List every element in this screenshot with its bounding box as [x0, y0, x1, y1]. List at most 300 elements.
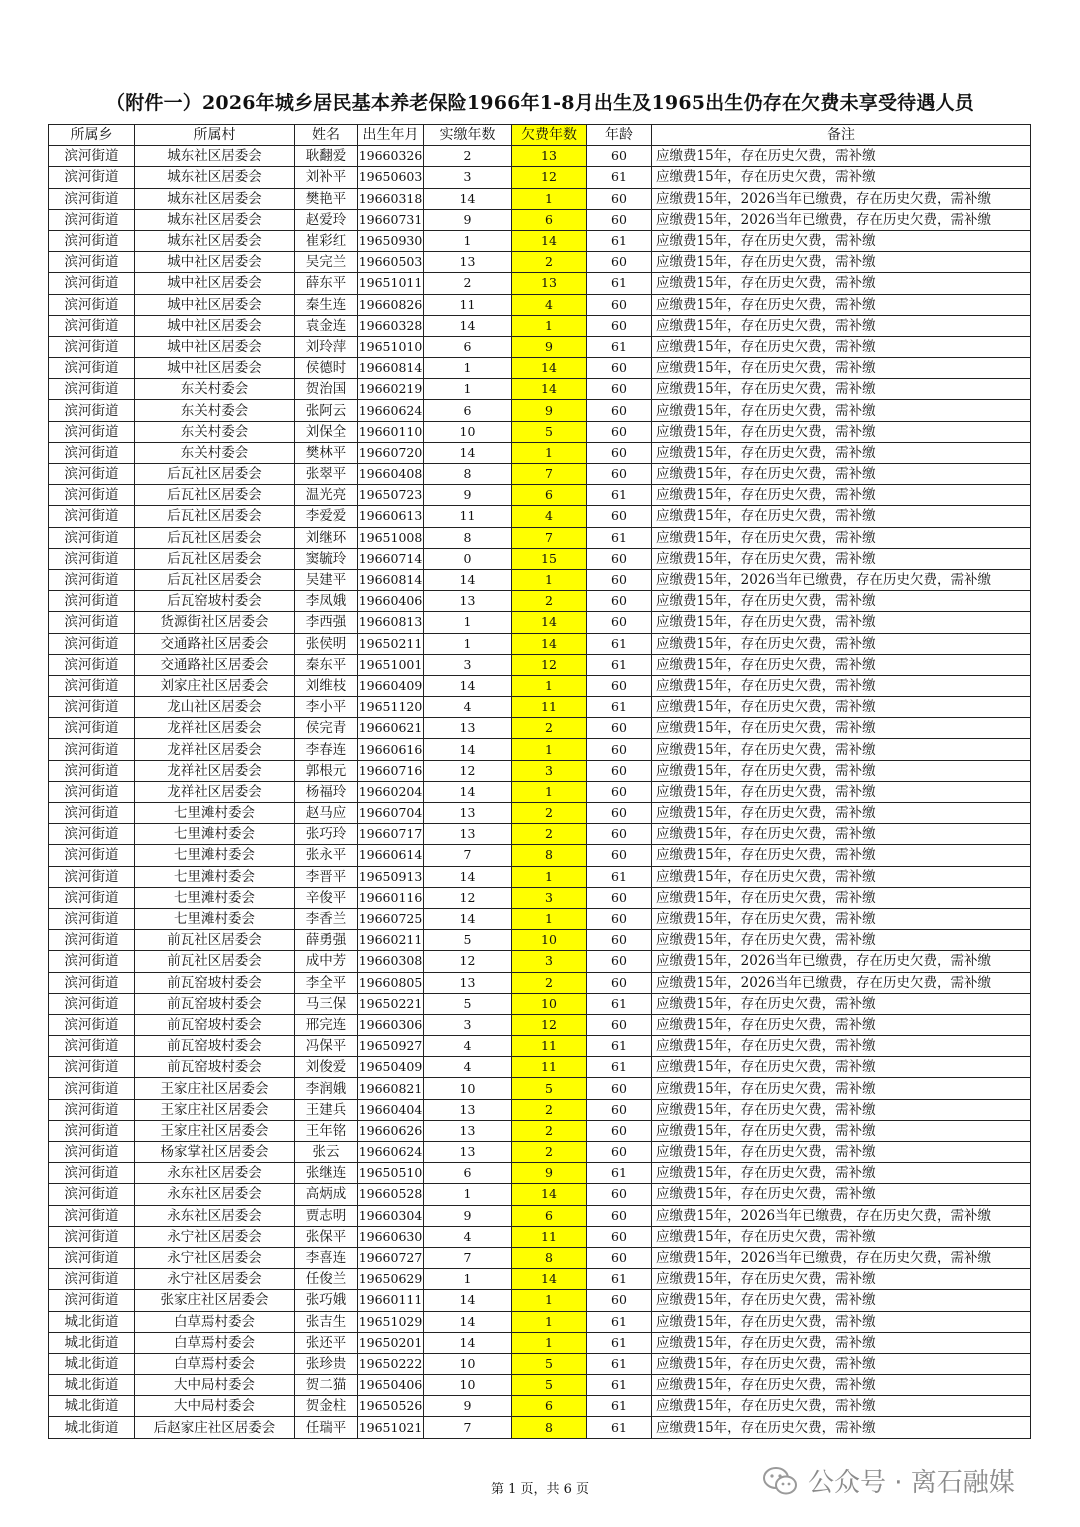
arrears-years-cell: 1: [512, 781, 587, 802]
village-cell: 白草焉村委会: [135, 1311, 295, 1332]
remarks-cell: 应缴费15年，存在历史欠费，需补缴: [652, 358, 1031, 379]
township-cell: 滨河街道: [49, 1036, 135, 1057]
arrears-years-cell: 6: [512, 485, 587, 506]
name-cell: 贺金柱: [295, 1396, 358, 1417]
age-cell: 60: [587, 548, 652, 569]
paid-years-cell: 13: [424, 824, 512, 845]
age-cell: 60: [587, 1099, 652, 1120]
village-cell: 东关村委会: [135, 400, 295, 421]
name-cell: 李爱爱: [295, 506, 358, 527]
table-row: [49, 485, 1031, 506]
table-row: [49, 951, 1031, 972]
arrears-years-cell: 6: [512, 1205, 587, 1226]
table-row: [49, 718, 1031, 739]
arrears-years-cell: 7: [512, 464, 587, 485]
village-cell: 前瓦窑坡村委会: [135, 1057, 295, 1078]
age-cell: 60: [587, 1226, 652, 1247]
paid-years-cell: 10: [424, 1353, 512, 1374]
paid-years-cell: 1: [424, 1269, 512, 1290]
name-cell: 张珍贵: [295, 1353, 358, 1374]
township-cell: 滨河街道: [49, 1290, 135, 1311]
village-cell: 七里滩村委会: [135, 908, 295, 929]
table-row: [49, 252, 1031, 273]
birth-date-cell: 19660727: [358, 1247, 424, 1268]
name-cell: 秦生连: [295, 294, 358, 315]
paid-years-cell: 4: [424, 1057, 512, 1078]
name-cell: 贾志明: [295, 1205, 358, 1226]
birth-date-cell: 19660304: [358, 1205, 424, 1226]
age-cell: 61: [587, 485, 652, 506]
table-row: [49, 1142, 1031, 1163]
paid-years-cell: 4: [424, 1036, 512, 1057]
remarks-cell: 应缴费15年，2026当年已缴费，存在历史欠费，需补缴: [652, 972, 1031, 993]
age-cell: 61: [587, 527, 652, 548]
arrears-years-cell: 12: [512, 167, 587, 188]
village-cell: 王家庄社区居委会: [135, 1078, 295, 1099]
age-cell: 60: [587, 760, 652, 781]
birth-date-cell: 19660821: [358, 1078, 424, 1099]
paid-years-cell: 1: [424, 1184, 512, 1205]
arrears-years-cell: 13: [512, 146, 587, 167]
village-cell: 城中社区居委会: [135, 315, 295, 336]
age-cell: 60: [587, 951, 652, 972]
paid-years-cell: 7: [424, 845, 512, 866]
village-cell: 城中社区居委会: [135, 273, 295, 294]
village-cell: 前瓦社区居委会: [135, 930, 295, 951]
arrears-years-cell: 11: [512, 1036, 587, 1057]
village-cell: 前瓦窑坡村委会: [135, 1014, 295, 1035]
table-row: [49, 1353, 1031, 1374]
township-cell: 滨河街道: [49, 230, 135, 251]
name-cell: 贺二猫: [295, 1375, 358, 1396]
township-cell: 滨河街道: [49, 591, 135, 612]
birth-date-cell: 19660308: [358, 951, 424, 972]
township-cell: 滨河街道: [49, 400, 135, 421]
name-cell: 刘玲萍: [295, 336, 358, 357]
name-cell: 樊林平: [295, 442, 358, 463]
arrears-years-cell: 7: [512, 527, 587, 548]
remarks-cell: 应缴费15年，存在历史欠费，需补缴: [652, 697, 1031, 718]
table-row: [49, 1205, 1031, 1226]
village-cell: 龙祥社区居委会: [135, 781, 295, 802]
remarks-cell: 应缴费15年，存在历史欠费，需补缴: [652, 930, 1031, 951]
village-cell: 白草焉村委会: [135, 1353, 295, 1374]
remarks-cell: 应缴费15年，存在历史欠费，需补缴: [652, 718, 1031, 739]
data-table: [48, 124, 1031, 1439]
township-cell: 滨河街道: [49, 421, 135, 442]
name-cell: 侯德时: [295, 358, 358, 379]
birth-date-cell: 19651029: [358, 1311, 424, 1332]
age-cell: 61: [587, 273, 652, 294]
village-header: 所属村: [135, 125, 295, 146]
arrears-years-cell: 13: [512, 273, 587, 294]
remarks-cell: 应缴费15年，存在历史欠费，需补缴: [652, 1226, 1031, 1247]
arrears-years-cell: 1: [512, 188, 587, 209]
township-cell: 滨河街道: [49, 1247, 135, 1268]
remarks-cell: 应缴费15年，存在历史欠费，需补缴: [652, 1036, 1031, 1057]
table-row: [49, 993, 1031, 1014]
age-cell: 60: [587, 1014, 652, 1035]
township-cell: 城北街道: [49, 1332, 135, 1353]
arrears-years-cell: 15: [512, 548, 587, 569]
birth-date-cell: 19650221: [358, 993, 424, 1014]
name-cell: 辛俊平: [295, 887, 358, 908]
birth-date-cell: 19660805: [358, 972, 424, 993]
remarks-cell: 应缴费15年，2026当年已缴费，存在历史欠费，需补缴: [652, 1205, 1031, 1226]
village-cell: 王家庄社区居委会: [135, 1099, 295, 1120]
table-row: [49, 400, 1031, 421]
remarks-cell: 应缴费15年，存在历史欠费，需补缴: [652, 675, 1031, 696]
table-row: [49, 675, 1031, 696]
remarks-cell: 应缴费15年，存在历史欠费，需补缴: [652, 1057, 1031, 1078]
arrears-years-cell: 11: [512, 1057, 587, 1078]
remarks-cell: 应缴费15年，存在历史欠费，需补缴: [652, 824, 1031, 845]
table-row: [49, 760, 1031, 781]
birth-date-cell: 19660621: [358, 718, 424, 739]
table-row: [49, 612, 1031, 633]
township-cell: 城北街道: [49, 1311, 135, 1332]
table-row: [49, 506, 1031, 527]
age-cell: 60: [587, 845, 652, 866]
name-cell: 秦东平: [295, 654, 358, 675]
table-row: [49, 1226, 1031, 1247]
table-row: [49, 146, 1031, 167]
name-cell: 窦毓玲: [295, 548, 358, 569]
village-cell: 后瓦社区居委会: [135, 527, 295, 548]
village-cell: 永东社区居委会: [135, 1205, 295, 1226]
paid-years-cell: 1: [424, 633, 512, 654]
village-cell: 白草焉村委会: [135, 1332, 295, 1353]
village-cell: 东关村委会: [135, 379, 295, 400]
township-cell: 滨河街道: [49, 675, 135, 696]
township-cell: 滨河街道: [49, 993, 135, 1014]
remarks-cell: 应缴费15年，2026当年已缴费，存在历史欠费，需补缴: [652, 188, 1031, 209]
arrears-years-cell: 1: [512, 675, 587, 696]
paid-years-cell: 0: [424, 548, 512, 569]
age-cell: 61: [587, 1057, 652, 1078]
village-cell: 后瓦社区居委会: [135, 485, 295, 506]
village-cell: 永宁社区居委会: [135, 1247, 295, 1268]
name-cell: 张翠平: [295, 464, 358, 485]
remarks-cell: 应缴费15年，存在历史欠费，需补缴: [652, 485, 1031, 506]
birth-date-cell: 19660111: [358, 1290, 424, 1311]
remarks-header: 备注: [652, 125, 1031, 146]
township-cell: 滨河街道: [49, 866, 135, 887]
township-cell: 滨河街道: [49, 527, 135, 548]
age-cell: 60: [587, 908, 652, 929]
township-cell: 城北街道: [49, 1375, 135, 1396]
village-cell: 七里滩村委会: [135, 887, 295, 908]
age-cell: 60: [587, 1120, 652, 1141]
township-cell: 滨河街道: [49, 1099, 135, 1120]
table-row: [49, 803, 1031, 824]
remarks-cell: 应缴费15年，存在历史欠费，需补缴: [652, 421, 1031, 442]
age-cell: 60: [587, 612, 652, 633]
village-cell: 城东社区居委会: [135, 230, 295, 251]
township-cell: 滨河街道: [49, 464, 135, 485]
wechat-icon: [762, 1466, 798, 1496]
village-cell: 王家庄社区居委会: [135, 1120, 295, 1141]
table-row: [49, 633, 1031, 654]
birth-date-cell: 19651010: [358, 336, 424, 357]
paid-years-cell: 4: [424, 697, 512, 718]
name-cell: 任俊兰: [295, 1269, 358, 1290]
age-cell: 60: [587, 1247, 652, 1268]
village-cell: 东关村委会: [135, 442, 295, 463]
table-row: [49, 1184, 1031, 1205]
remarks-cell: 应缴费15年，存在历史欠费，需补缴: [652, 294, 1031, 315]
birth-date-cell: 19660624: [358, 400, 424, 421]
village-cell: 城中社区居委会: [135, 252, 295, 273]
birth-date-cell: 19651008: [358, 527, 424, 548]
paid-years-cell: 1: [424, 358, 512, 379]
township-cell: 滨河街道: [49, 908, 135, 929]
table-row: [49, 1396, 1031, 1417]
paid-years-cell: 13: [424, 972, 512, 993]
remarks-cell: 应缴费15年，存在历史欠费，需补缴: [652, 1014, 1031, 1035]
township-cell: 滨河街道: [49, 1120, 135, 1141]
arrears-years-cell: 2: [512, 803, 587, 824]
table-row: [49, 908, 1031, 929]
village-cell: 交通路社区居委会: [135, 654, 295, 675]
birth-date-cell: 19660630: [358, 1226, 424, 1247]
township-cell: 滨河街道: [49, 146, 135, 167]
paid-years-cell: 13: [424, 1120, 512, 1141]
age-header: 年龄: [587, 125, 652, 146]
table-row: [49, 972, 1031, 993]
table-row: [49, 548, 1031, 569]
paid-years-cell: 13: [424, 1142, 512, 1163]
township-cell: 滨河街道: [49, 273, 135, 294]
age-cell: 60: [587, 315, 652, 336]
village-cell: 杨家掌社区居委会: [135, 1142, 295, 1163]
name-cell: 薛东平: [295, 273, 358, 294]
paid-years-cell: 14: [424, 1311, 512, 1332]
paid-years-cell: 13: [424, 718, 512, 739]
arrears-years-cell: 5: [512, 1078, 587, 1099]
paid-years-cell: 13: [424, 252, 512, 273]
paid-years-cell: 6: [424, 400, 512, 421]
name-cell: 张侯明: [295, 633, 358, 654]
name-cell: 张永平: [295, 845, 358, 866]
table-row: [49, 1163, 1031, 1184]
paid-years-cell: 9: [424, 1396, 512, 1417]
table-row: [49, 209, 1031, 230]
age-cell: 61: [587, 1311, 652, 1332]
age-cell: 60: [587, 1142, 652, 1163]
paid-years-cell: 5: [424, 993, 512, 1014]
paid-years-cell: 4: [424, 1226, 512, 1247]
arrears-years-cell: 3: [512, 887, 587, 908]
remarks-cell: 应缴费15年，存在历史欠费，需补缴: [652, 739, 1031, 760]
birth-date-cell: 19660616: [358, 739, 424, 760]
name-cell: 李春连: [295, 739, 358, 760]
name-cell: 张保平: [295, 1226, 358, 1247]
age-cell: 60: [587, 400, 652, 421]
remarks-cell: 应缴费15年，存在历史欠费，需补缴: [652, 1120, 1031, 1141]
arrears-years-cell: 9: [512, 400, 587, 421]
remarks-cell: 应缴费15年，存在历史欠费，需补缴: [652, 1417, 1031, 1438]
village-cell: 龙祥社区居委会: [135, 760, 295, 781]
township-cell: 滨河街道: [49, 442, 135, 463]
village-cell: 永宁社区居委会: [135, 1269, 295, 1290]
remarks-cell: 应缴费15年，存在历史欠费，需补缴: [652, 1269, 1031, 1290]
township-cell: 滨河街道: [49, 739, 135, 760]
township-cell: 城北街道: [49, 1353, 135, 1374]
township-cell: 滨河街道: [49, 930, 135, 951]
birth-date-cell: 19660624: [358, 1142, 424, 1163]
arrears-years-cell: 1: [512, 908, 587, 929]
birth-date-header: 出生年月: [358, 125, 424, 146]
table-row: [49, 1417, 1031, 1438]
birth-date-cell: 19660328: [358, 315, 424, 336]
page-title: （附件一）2026年城乡居民基本养老保险1966年1-8月出生及1965出生仍存在欠费未享受待遇人员: [106, 92, 974, 114]
township-cell: 滨河街道: [49, 1226, 135, 1247]
age-cell: 60: [587, 146, 652, 167]
arrears-years-cell: 2: [512, 1142, 587, 1163]
birth-date-cell: 19660626: [358, 1120, 424, 1141]
name-cell: 王年铭: [295, 1120, 358, 1141]
table-row: [49, 421, 1031, 442]
arrears-years-header: 欠费年数: [512, 125, 587, 146]
village-cell: 大中局村委会: [135, 1396, 295, 1417]
arrears-years-cell: 10: [512, 930, 587, 951]
age-cell: 61: [587, 993, 652, 1014]
arrears-years-cell: 14: [512, 612, 587, 633]
name-cell: 李凤娥: [295, 591, 358, 612]
township-cell: 滨河街道: [49, 315, 135, 336]
township-cell: 滨河街道: [49, 167, 135, 188]
remarks-cell: 应缴费15年，存在历史欠费，需补缴: [652, 1290, 1031, 1311]
paid-years-cell: 12: [424, 887, 512, 908]
birth-date-cell: 19660306: [358, 1014, 424, 1035]
age-cell: 60: [587, 781, 652, 802]
arrears-years-cell: 6: [512, 1396, 587, 1417]
arrears-years-cell: 14: [512, 1269, 587, 1290]
paid-years-cell: 10: [424, 1375, 512, 1396]
birth-date-cell: 19660406: [358, 591, 424, 612]
birth-date-cell: 19650211: [358, 633, 424, 654]
table-row: [49, 781, 1031, 802]
paid-years-cell: 14: [424, 569, 512, 590]
age-cell: 60: [587, 591, 652, 612]
township-cell: 滨河街道: [49, 252, 135, 273]
table-row: [49, 1036, 1031, 1057]
birth-date-cell: 19660326: [358, 146, 424, 167]
name-cell: 张还平: [295, 1332, 358, 1353]
remarks-cell: 应缴费15年，存在历史欠费，需补缴: [652, 273, 1031, 294]
table-row: [49, 591, 1031, 612]
age-cell: 60: [587, 252, 652, 273]
remarks-cell: 应缴费15年，存在历史欠费，需补缴: [652, 379, 1031, 400]
age-cell: 60: [587, 294, 652, 315]
table-row: [49, 442, 1031, 463]
age-cell: 61: [587, 336, 652, 357]
name-cell: 张巧玲: [295, 824, 358, 845]
township-cell: 滨河街道: [49, 612, 135, 633]
age-cell: 61: [587, 1417, 652, 1438]
age-cell: 60: [587, 824, 652, 845]
arrears-years-cell: 2: [512, 1120, 587, 1141]
paid-years-cell: 14: [424, 442, 512, 463]
paid-years-cell: 12: [424, 760, 512, 781]
age-cell: 60: [587, 1290, 652, 1311]
birth-date-cell: 19651001: [358, 654, 424, 675]
paid-years-cell: 12: [424, 951, 512, 972]
table-row: [49, 294, 1031, 315]
name-cell: 冯保平: [295, 1036, 358, 1057]
remarks-cell: 应缴费15年，存在历史欠费，需补缴: [652, 1311, 1031, 1332]
paid-years-cell: 3: [424, 654, 512, 675]
remarks-cell: 应缴费15年，存在历史欠费，需补缴: [652, 781, 1031, 802]
table-row: [49, 1014, 1031, 1035]
paid-years-cell: 3: [424, 1014, 512, 1035]
remarks-cell: 应缴费15年，存在历史欠费，需补缴: [652, 527, 1031, 548]
village-cell: 七里滩村委会: [135, 803, 295, 824]
table-row: [49, 379, 1031, 400]
village-cell: 七里滩村委会: [135, 866, 295, 887]
birth-date-cell: 19660318: [358, 188, 424, 209]
township-cell: 滨河街道: [49, 951, 135, 972]
arrears-years-cell: 11: [512, 1226, 587, 1247]
township-cell: 滨河街道: [49, 1078, 135, 1099]
table-row: [49, 1269, 1031, 1290]
arrears-years-cell: 1: [512, 569, 587, 590]
birth-date-cell: 19660116: [358, 887, 424, 908]
township-cell: 滨河街道: [49, 781, 135, 802]
paid-years-cell: 8: [424, 464, 512, 485]
name-cell: 张继连: [295, 1163, 358, 1184]
village-cell: 城中社区居委会: [135, 358, 295, 379]
village-cell: 七里滩村委会: [135, 824, 295, 845]
arrears-years-cell: 3: [512, 951, 587, 972]
birth-date-cell: 19650913: [358, 866, 424, 887]
age-cell: 61: [587, 654, 652, 675]
table-row: [49, 230, 1031, 251]
paid-years-cell: 14: [424, 1332, 512, 1353]
township-cell: 城北街道: [49, 1396, 135, 1417]
paid-years-cell: 14: [424, 866, 512, 887]
township-cell: 滨河街道: [49, 209, 135, 230]
village-cell: 永宁社区居委会: [135, 1226, 295, 1247]
age-cell: 61: [587, 1353, 652, 1374]
table-row: [49, 1247, 1031, 1268]
paid-years-cell: 1: [424, 230, 512, 251]
table-row: [49, 739, 1031, 760]
name-cell: 崔彩红: [295, 230, 358, 251]
age-cell: 60: [587, 718, 652, 739]
name-cell: 赵爱玲: [295, 209, 358, 230]
name-cell: 赵马应: [295, 803, 358, 824]
remarks-cell: 应缴费15年，存在历史欠费，需补缴: [652, 1078, 1031, 1099]
age-cell: 61: [587, 866, 652, 887]
birth-date-cell: 19660211: [358, 930, 424, 951]
age-cell: 61: [587, 1269, 652, 1290]
township-cell: 滨河街道: [49, 760, 135, 781]
paid-years-cell: 14: [424, 315, 512, 336]
age-cell: 60: [587, 930, 652, 951]
age-cell: 61: [587, 1332, 652, 1353]
paid-years-cell: 2: [424, 146, 512, 167]
age-cell: 60: [587, 803, 652, 824]
arrears-years-cell: 14: [512, 633, 587, 654]
table-row: [49, 273, 1031, 294]
name-cell: 吴建平: [295, 569, 358, 590]
arrears-years-cell: 5: [512, 1353, 587, 1374]
arrears-years-cell: 9: [512, 1163, 587, 1184]
paid-years-cell: 1: [424, 612, 512, 633]
remarks-cell: 应缴费15年，2026当年已缴费，存在历史欠费，需补缴: [652, 951, 1031, 972]
